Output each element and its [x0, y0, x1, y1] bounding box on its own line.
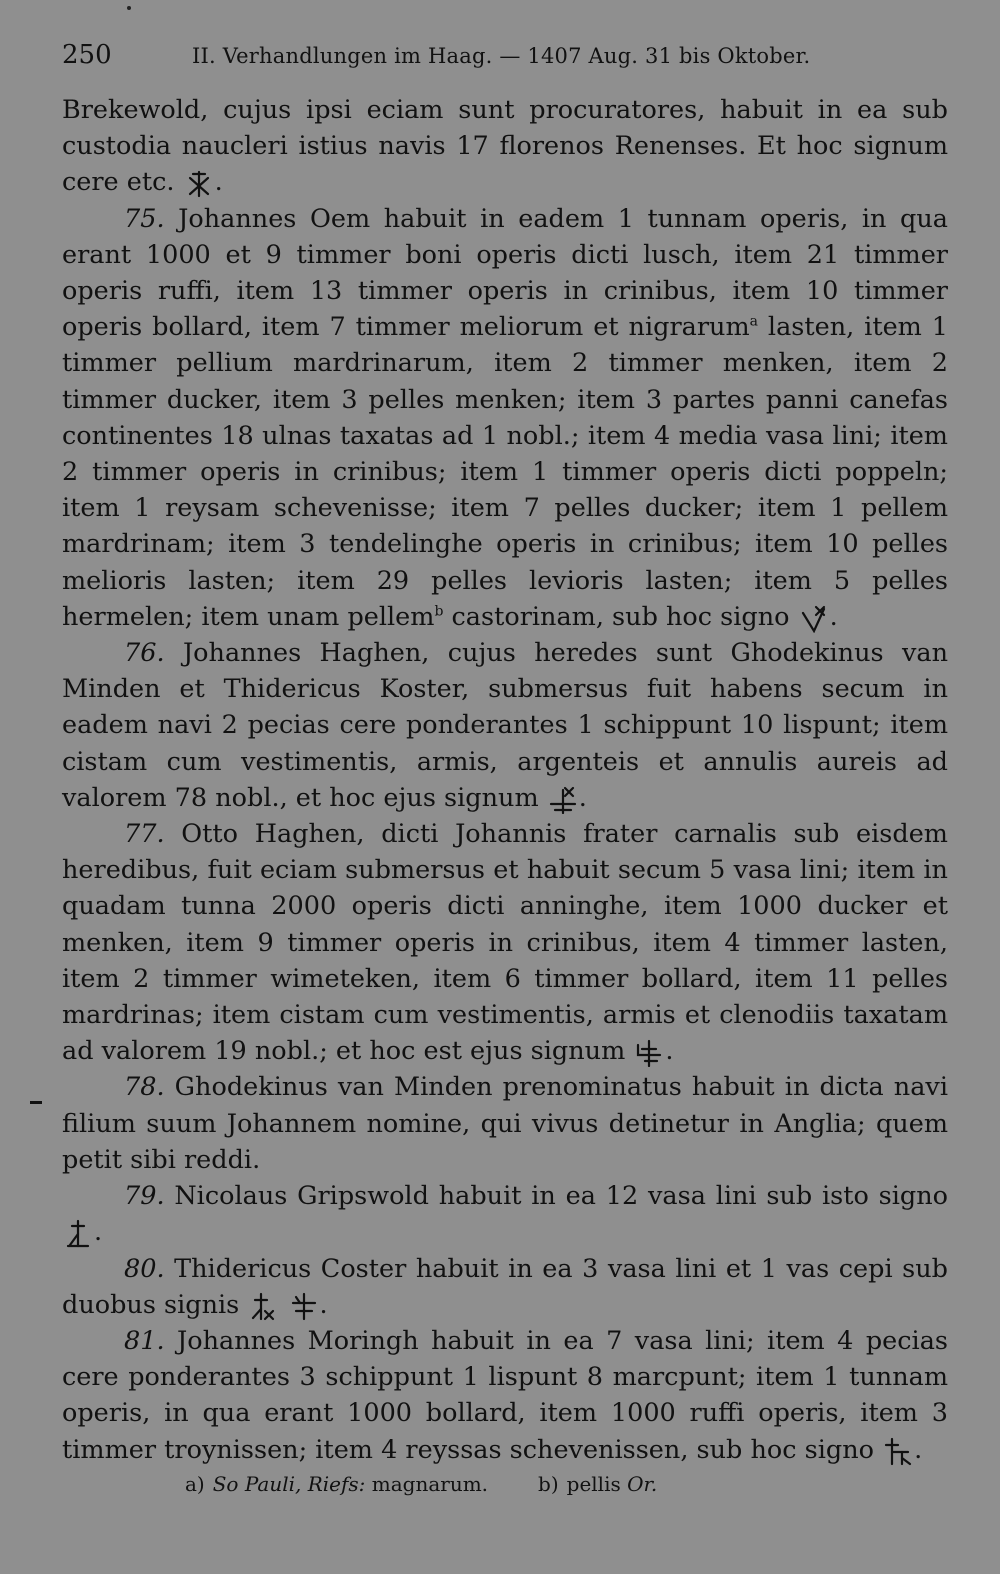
- merchant-mark-icon: [549, 784, 577, 814]
- paragraph-text: Thidericus Coster habuit in ea 3 vasa lini et 1 vas cepi sub duobus signis: [62, 1253, 948, 1320]
- entry-80: [62, 1251, 948, 1323]
- entry-number: 80.: [124, 1253, 165, 1284]
- merchant-mark-icon: [64, 1218, 92, 1248]
- body-text: [62, 92, 948, 1468]
- entry-78: [62, 1069, 948, 1178]
- entry-number: 78.: [124, 1072, 165, 1103]
- margin-mark: [30, 1101, 42, 1104]
- paragraph-continuation: [62, 92, 948, 201]
- page-header: [62, 40, 948, 70]
- footnote-text: pellis: [566, 1472, 628, 1496]
- merchant-mark-icon: [249, 1291, 277, 1321]
- paragraph-text: .: [665, 1036, 674, 1067]
- page-number: 250: [62, 40, 112, 70]
- footnote-letter: b): [538, 1472, 559, 1496]
- entry-81: [62, 1323, 948, 1468]
- entry-number: 81.: [124, 1325, 165, 1356]
- paragraph-text: Brekewold, cujus ipsi eciam sunt procuratores, habuit in ea sub custodia naucleri istius navis 17 florenos Renenses. Et hoc signum cere etc.: [62, 95, 948, 198]
- paragraph-text: Otto Haghen, dicti Johannis frater carnalis sub eisdem heredibus, fuit eciam submersus et habuit secum 5 vasa lini; item in quadam tunna 2000 operis dicti anninghe, item 1000 ducker et menken, item 9 timmer operis in crinibus, item 4 timmer lasten, item 2 timmer wimeteken, item 6 timmer bollard, item 11 pelles mardrinas; item cistam cum vestimentis, armis et clenodiis taxatam ad valorem 19 nobl.; et hoc est ejus signum: [62, 819, 948, 1067]
- footnote-a: [185, 1472, 488, 1496]
- entry-76: [62, 635, 948, 816]
- entry-77: [62, 816, 948, 1069]
- footnote-text: magnarum.: [365, 1472, 489, 1496]
- paragraph-text: Ghodekinus van Minden prenominatus habuit in dicta navi filium suum Johannem nomine, qui vivus detinetur in Anglia; quem petit sibi reddi.: [62, 1072, 948, 1175]
- merchant-mark-icon: [290, 1291, 318, 1321]
- document-page: [62, 40, 948, 1468]
- paragraph-text: Johannes Oem habuit in eadem 1 tunnam operis, in qua erant 1000 et 9 timmer boni operis dicti lusch, item 21 timmer operis ruffi, item 13 timmer operis in crinibus, item 10 timmer operis bollard, item 7 timmer meliorum et nigrarum: [62, 203, 948, 343]
- entry-number: 77.: [124, 819, 165, 850]
- paragraph-text: .: [94, 1217, 103, 1248]
- entry-79: [62, 1178, 948, 1250]
- running-title: II. Verhandlungen im Haag. — 1407 Aug. 31 bis Oktober.: [192, 44, 811, 68]
- footnote-ref: a: [749, 313, 758, 330]
- entry-number: 76.: [124, 638, 165, 669]
- merchant-mark-icon: [635, 1037, 663, 1067]
- footnote-ref: b: [434, 603, 444, 620]
- paragraph-text: lasten, item 1 timmer pellium mardrinarum, item 2 timmer menken, item 2 timmer ducker, item 3 pelles menken; item 3 partes panni canefas continentes 18 ulnas taxatas ad 1 nobl.; item 4 media vasa lini; item 2 timmer operis in crinibus; item 1 timmer operis dicti poppeln; item 1 reysam schevenisse; item 7 pelles ducker; item 1 pellem mardrinam; item 3 tendelinghe operis in crinibus; item 10 pelles melioris lasten; item 29 pelles levioris lasten; item 5 pelles hermelen; item unam pellem: [62, 312, 949, 632]
- entry-number: 79.: [124, 1181, 165, 1212]
- paragraph-text: .: [214, 167, 223, 198]
- paragraph-text: Johannes Haghen, cujus heredes sunt Ghodekinus van Minden et Thidericus Koster, submersus fuit habens secum in eadem navi 2 pecias cere ponderantes 1 schippunt 10 lispunt; item cistam cum vestimentis, armis, argenteis et annulis aureis ad valorem 78 nobl., et hoc ejus signum: [62, 638, 948, 813]
- paragraph-text: .: [914, 1434, 923, 1465]
- footnote-source: Or.: [627, 1472, 658, 1496]
- paragraph-text: .: [578, 782, 587, 813]
- footnote-letter: a): [185, 1472, 205, 1496]
- footnote-source: So Pauli, Riefs:: [212, 1472, 366, 1496]
- paragraph-text: Johannes Moringh habuit in ea 7 vasa lini; item 4 pecias cere ponderantes 3 schippunt 1 lispunt 8 marcpunt; item 1 tunnam operis, in qua erant 1000 bollard, item 1000 ruffi operis, item 3 timmer troynissen; item 4 reyssas schevenissen, sub hoc signo: [62, 1325, 948, 1465]
- paragraph-text: Nicolaus Gripswold habuit in ea 12 vasa lini sub isto signo: [164, 1181, 948, 1212]
- footnotes: [185, 1472, 657, 1496]
- merchant-mark-icon: [800, 603, 828, 633]
- paragraph-text: castorinam, sub hoc signo: [443, 601, 790, 632]
- print-speck: [127, 6, 131, 10]
- footnote-b: [538, 1472, 657, 1496]
- merchant-mark-icon: [185, 168, 213, 198]
- entry-number: 75.: [124, 203, 165, 234]
- entry-75: [62, 201, 948, 635]
- merchant-mark-icon: [884, 1436, 912, 1466]
- paragraph-text: .: [829, 601, 838, 632]
- paragraph-text: .: [319, 1289, 328, 1320]
